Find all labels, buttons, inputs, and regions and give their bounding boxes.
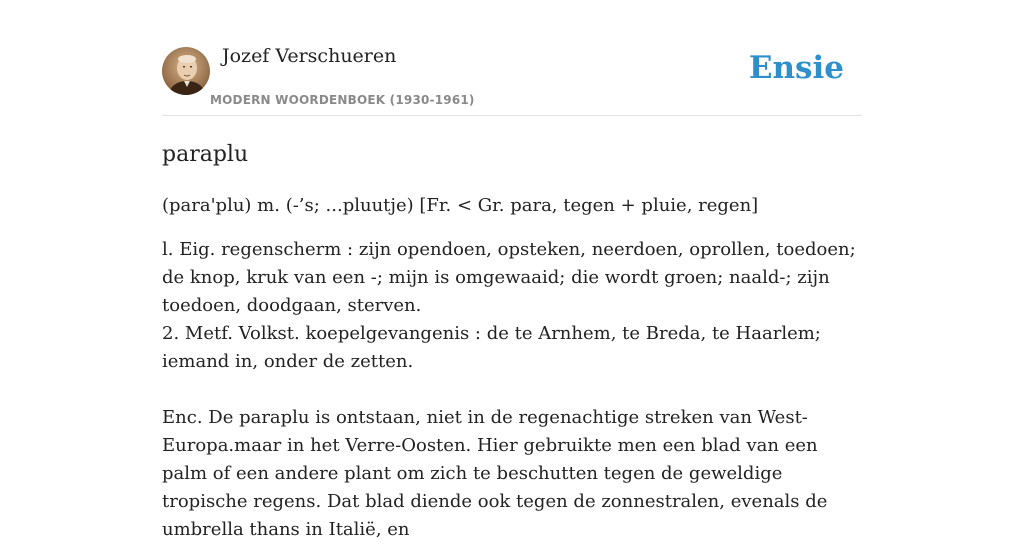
encyclopedic-note: Enc. De paraplu is ontstaan, niet in de regenachtige streken van West-Europa.maar in het Verre-Oosten. Hier gebruikte men een blad van een palm of een andere plant om zich te beschutten tegen de geweldige tropische regens. Dat blad diende ook tegen de zonnestralen, evenals de umbrella thans in Italië, en — [162, 407, 828, 540]
page-container — [162, 0, 862, 544]
entry-headword: paraplu — [162, 142, 249, 167]
header — [162, 0, 862, 116]
site-logo[interactable]: Ensie — [748, 50, 844, 86]
paragraph-spacer — [162, 376, 862, 404]
entry-definition — [162, 236, 862, 544]
author-portrait-icon — [162, 47, 210, 95]
author-avatar[interactable] — [162, 47, 210, 95]
sense-1: l. Eig. regenscherm : zijn opendoen, opsteken, neerdoen, oprollen, toedoen; de knop, kruk van een -; mijn is omgewaaid; die wordt groen; naald-; zijn toedoen, doodgaan, sterven. — [162, 239, 856, 316]
author-name[interactable]: Jozef Verschueren — [222, 45, 397, 67]
book-title[interactable]: MODERN WOORDENBOEK (1930-1961) — [210, 93, 475, 107]
sense-2: 2. Metf. Volkst. koepelgevangenis : de te Arnhem, te Breda, te Haarlem; iemand in, onder de zetten. — [162, 323, 821, 372]
entry-etymology: (para'plu) m. (-’s; ...pluutje) [Fr. < Gr. para, tegen + pluie, regen] — [162, 195, 759, 216]
